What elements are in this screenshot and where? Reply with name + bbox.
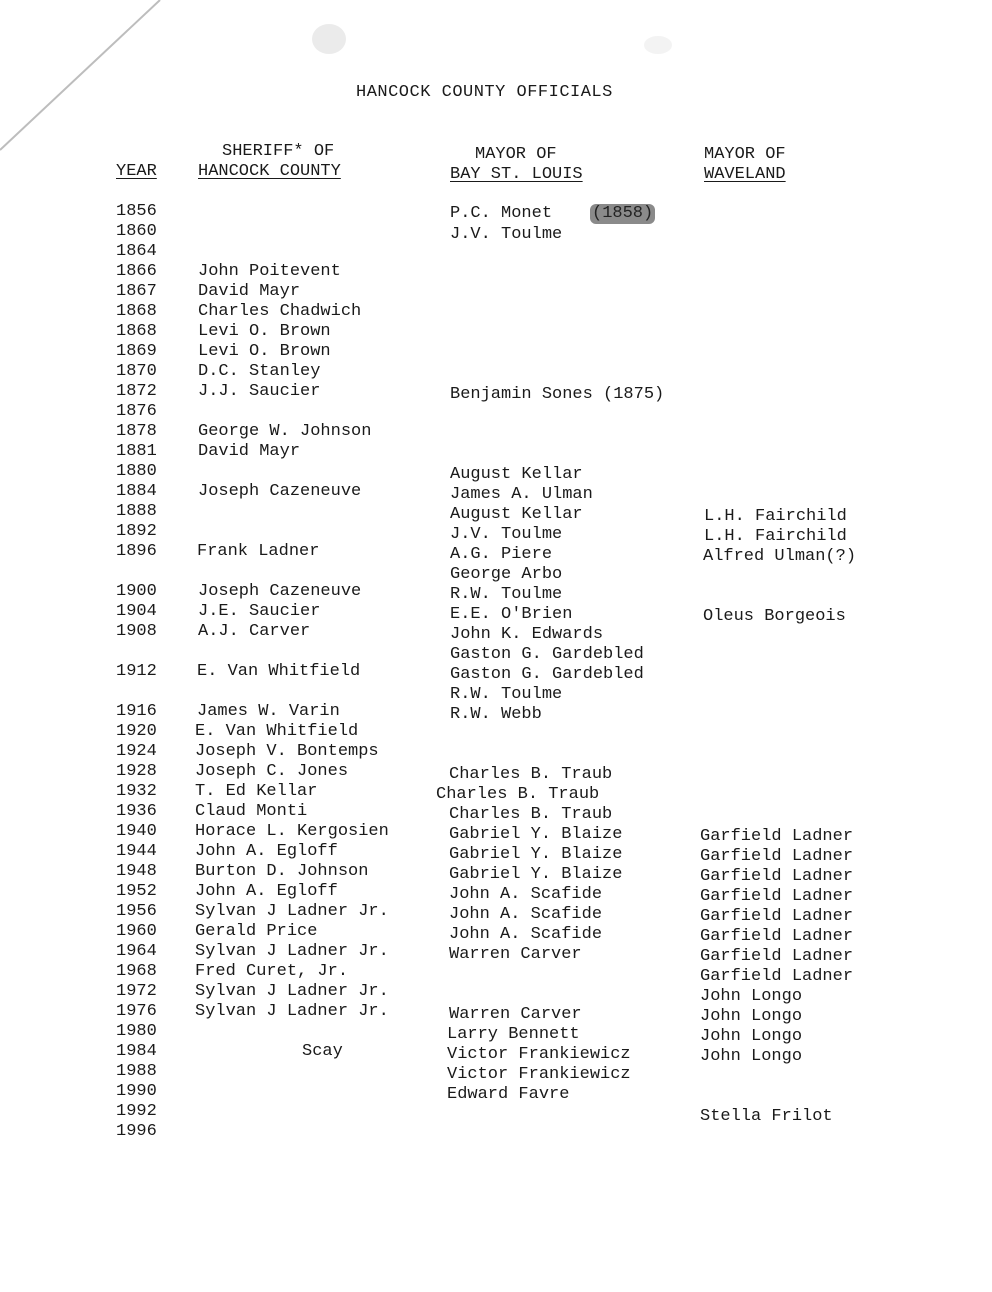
sheriff-cell: Horace L. Kergosien xyxy=(195,822,389,841)
bsl-mayor-cell: George Arbo xyxy=(450,565,563,584)
bsl-mayor-cell: Charles B. Traub xyxy=(449,765,613,784)
bsl-mayor-cell: Warren Carver xyxy=(449,945,582,964)
year-cell: 1952 xyxy=(116,882,157,901)
waveland-mayor-cell: Garfield Ladner xyxy=(700,967,854,986)
bsl-header-line1: MAYOR OF xyxy=(475,145,557,164)
waveland-mayor-cell: John Longo xyxy=(700,1027,803,1046)
bsl-mayor-cell: Gabriel Y. Blaize xyxy=(449,825,623,844)
sheriff-cell: Joseph Cazeneuve xyxy=(198,482,362,501)
year-cell: 1900 xyxy=(116,582,157,601)
sheriff-cell: Joseph Cazeneuve xyxy=(198,582,362,601)
year-cell: 1996 xyxy=(116,1122,157,1141)
bsl-mayor-cell: John A. Scafide xyxy=(449,925,603,944)
sheriff-cell: John A. Egloff xyxy=(195,882,338,901)
year-cell: 1868 xyxy=(116,302,157,321)
year-cell: 1888 xyxy=(116,502,157,521)
bsl-mayor-cell: John A. Scafide xyxy=(449,885,603,904)
sheriff-cell: Joseph C. Jones xyxy=(195,762,349,781)
year-cell: 1924 xyxy=(116,742,157,761)
sheriff-cell: E. Van Whitfield xyxy=(195,722,359,741)
sheriff-cell: Levi O. Brown xyxy=(198,342,331,361)
sheriff-cell: Sylvan J Ladner Jr. xyxy=(195,902,389,921)
sheriff-cell: James W. Varin xyxy=(197,702,340,721)
year-cell: 1992 xyxy=(116,1102,157,1121)
year-cell: 1856 xyxy=(116,202,157,221)
bsl-mayor-cell: August Kellar xyxy=(450,465,583,484)
sheriff-cell: Gerald Price xyxy=(195,922,318,941)
sheriff-cell: J.E. Saucier xyxy=(198,602,321,621)
waveland-header-line1: MAYOR OF xyxy=(704,145,786,164)
bsl-mayor-cell: August Kellar xyxy=(450,505,583,524)
waveland-mayor-cell: L.H. Fairchild xyxy=(704,507,847,526)
waveland-header-line2: WAVELAND xyxy=(704,165,786,184)
sheriff-cell: Frank Ladner xyxy=(197,542,320,561)
year-cell: 1876 xyxy=(116,402,157,421)
waveland-mayor-cell: Stella Frilot xyxy=(700,1107,833,1126)
bsl-mayor-cell: Edward Favre xyxy=(447,1085,570,1104)
scan-line-mark xyxy=(0,0,200,160)
year-cell: 1864 xyxy=(116,242,157,261)
sheriff-cell: E. Van Whitfield xyxy=(197,662,361,681)
bsl-mayor-cell: R.W. Webb xyxy=(450,705,542,724)
bsl-mayor-cell: J.V. Toulme xyxy=(450,225,563,244)
sheriff-cell: Fred Curet, Jr. xyxy=(195,962,349,981)
year-cell: 1944 xyxy=(116,842,157,861)
page-title: HANCOCK COUNTY OFFICIALS xyxy=(356,83,613,102)
waveland-mayor-cell: Garfield Ladner xyxy=(700,907,854,926)
waveland-mayor-cell: Oleus Borgeois xyxy=(703,607,846,626)
waveland-mayor-cell: Garfield Ladner xyxy=(700,927,854,946)
waveland-mayor-cell: John Longo xyxy=(700,1047,803,1066)
bsl-mayor-cell: Benjamin Sones (1875) xyxy=(450,385,665,404)
year-cell: 1904 xyxy=(116,602,157,621)
year-cell: 1956 xyxy=(116,902,157,921)
punch-hole-mark xyxy=(644,36,672,54)
bsl-mayor-cell: Larry Bennett xyxy=(447,1025,580,1044)
waveland-mayor-cell: Garfield Ladner xyxy=(700,827,854,846)
year-cell: 1868 xyxy=(116,322,157,341)
year-cell: 1980 xyxy=(116,1022,157,1041)
sheriff-cell: D.C. Stanley xyxy=(198,362,321,381)
year-cell: 1916 xyxy=(116,702,157,721)
sheriff-cell: Charles Chadwich xyxy=(198,302,362,321)
year-cell: 1896 xyxy=(116,542,157,561)
year-cell: 1932 xyxy=(116,782,157,801)
bsl-mayor-cell: Gaston G. Gardebled xyxy=(450,645,644,664)
bsl-mayor-cell: Gaston G. Gardebled xyxy=(450,665,644,684)
waveland-mayor-cell: Alfred Ulman(?) xyxy=(703,547,857,566)
year-cell: 1976 xyxy=(116,1002,157,1021)
waveland-mayor-cell: Garfield Ladner xyxy=(700,947,854,966)
year-cell: 1936 xyxy=(116,802,157,821)
year-cell: 1912 xyxy=(116,662,157,681)
waveland-mayor-cell: Garfield Ladner xyxy=(700,887,854,906)
year-cell: 1984 xyxy=(116,1042,157,1061)
sheriff-cell: Sylvan J Ladner Jr. xyxy=(195,942,389,961)
sheriff-cell: J.J. Saucier xyxy=(198,382,321,401)
bsl-mayor-cell: J.V. Toulme xyxy=(450,525,563,544)
year-header: YEAR xyxy=(116,162,157,181)
punch-hole-mark xyxy=(312,24,346,54)
bsl-mayor-cell: Gabriel Y. Blaize xyxy=(449,845,623,864)
sheriff-cell: T. Ed Kellar xyxy=(195,782,318,801)
bsl-mayor-cell: John K. Edwards xyxy=(450,625,604,644)
year-cell: 1988 xyxy=(116,1062,157,1081)
year-cell: 1881 xyxy=(116,442,157,461)
sheriff-header-line2: HANCOCK COUNTY xyxy=(198,162,341,181)
bsl-mayor-cell: Victor Frankiewicz xyxy=(447,1045,631,1064)
year-cell: 1892 xyxy=(116,522,157,541)
year-cell: 1872 xyxy=(116,382,157,401)
sheriff-cell: Levi O. Brown xyxy=(198,322,331,341)
bsl-mayor-cell: A.G. Piere xyxy=(450,545,553,564)
year-cell: 1972 xyxy=(116,982,157,1001)
bsl-mayor-cell: R.W. Toulme xyxy=(450,585,563,604)
year-cell: 1884 xyxy=(116,482,157,501)
sheriff-cell: Sylvan J Ladner Jr. xyxy=(195,982,389,1001)
sheriff-cell: Claud Monti xyxy=(195,802,308,821)
sheriff-header-line1: SHERIFF* OF xyxy=(222,142,335,161)
year-cell: 1867 xyxy=(116,282,157,301)
sheriff-cell: A.J. Carver xyxy=(198,622,311,641)
sheriff-cell: John A. Egloff xyxy=(195,842,338,861)
year-cell: 1960 xyxy=(116,922,157,941)
year-cell: 1870 xyxy=(116,362,157,381)
sheriff-cell: Scay xyxy=(302,1042,343,1061)
year-cell: 1860 xyxy=(116,222,157,241)
waveland-mayor-cell: L.H. Fairchild xyxy=(704,527,847,546)
waveland-mayor-cell: Garfield Ladner xyxy=(700,867,854,886)
sheriff-cell: Burton D. Johnson xyxy=(195,862,369,881)
sheriff-cell: David Mayr xyxy=(198,442,301,461)
year-cell: 1878 xyxy=(116,422,157,441)
year-cell: 1908 xyxy=(116,622,157,641)
year-cell: 1964 xyxy=(116,942,157,961)
bsl-mayor-cell: James A. Ulman xyxy=(450,485,593,504)
bsl-mayor-cell: John A. Scafide xyxy=(449,905,603,924)
sheriff-cell: George W. Johnson xyxy=(198,422,372,441)
bsl-mayor-cell: P.C. Monet xyxy=(450,204,553,223)
year-cell: 1990 xyxy=(116,1082,157,1101)
year-cell: 1968 xyxy=(116,962,157,981)
year-cell: 1880 xyxy=(116,462,157,481)
year-cell: 1940 xyxy=(116,822,157,841)
bsl-mayor-cell: E.E. O'Brien xyxy=(450,605,573,624)
bsl-mayor-cell: Charles B. Traub xyxy=(436,785,600,804)
sheriff-cell: David Mayr xyxy=(198,282,301,301)
bsl-mayor-cell: Charles B. Traub xyxy=(449,805,613,824)
waveland-mayor-cell: John Longo xyxy=(700,987,803,1006)
sheriff-cell: Joseph V. Bontemps xyxy=(195,742,379,761)
sheriff-cell: Sylvan J Ladner Jr. xyxy=(195,1002,389,1021)
sheriff-cell: John Poitevent xyxy=(198,262,341,281)
year-cell: 1948 xyxy=(116,862,157,881)
waveland-mayor-cell: Garfield Ladner xyxy=(700,847,854,866)
waveland-mayor-cell: John Longo xyxy=(700,1007,803,1026)
bsl-header-line2: BAY ST. LOUIS xyxy=(450,165,583,184)
bsl-mayor-cell: (1858) xyxy=(592,204,654,223)
bsl-mayor-cell: Victor Frankiewicz xyxy=(447,1065,631,1084)
bsl-mayor-cell: R.W. Toulme xyxy=(450,685,563,704)
bsl-mayor-cell: Warren Carver xyxy=(449,1005,582,1024)
year-cell: 1928 xyxy=(116,762,157,781)
year-cell: 1920 xyxy=(116,722,157,741)
bsl-mayor-cell: Gabriel Y. Blaize xyxy=(449,865,623,884)
year-cell: 1869 xyxy=(116,342,157,361)
year-cell: 1866 xyxy=(116,262,157,281)
